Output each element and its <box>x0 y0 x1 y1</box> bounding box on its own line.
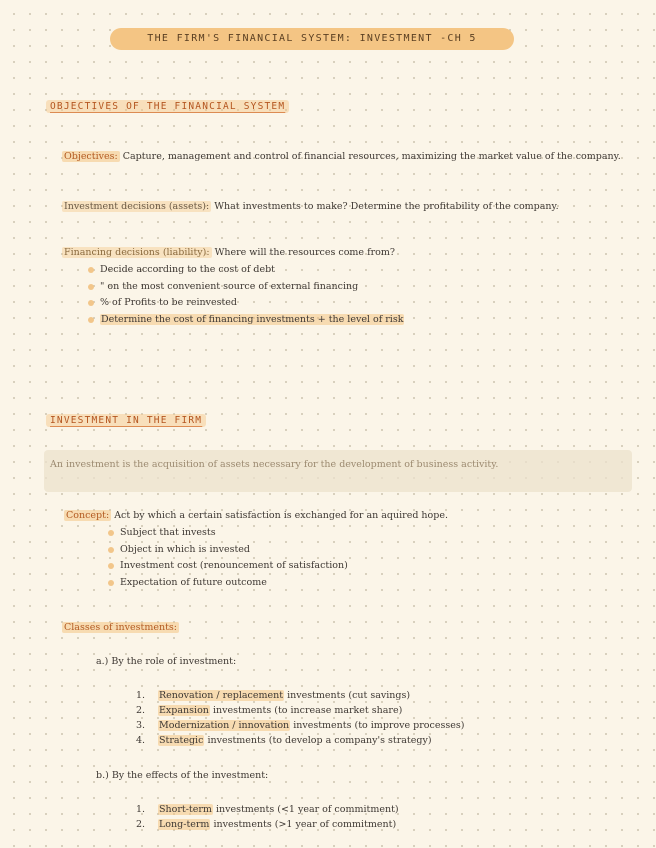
concept-line <box>64 510 448 521</box>
investment-decisions-paragraph <box>48 198 638 215</box>
list-item: Object in which is invested <box>106 542 348 559</box>
objectives-paragraph <box>48 148 638 165</box>
section-heading-objectives: OBJECTIVES OF THE FINANCIAL SYSTEM <box>46 100 289 113</box>
section-heading-investment: INVESTMENT IN THE FIRM <box>46 414 206 427</box>
bullet-dot-icon <box>88 300 94 306</box>
effects-numbered-list <box>136 802 399 832</box>
effects-heading: b.) By the effects of the investment: <box>96 770 269 781</box>
financing-bullet-list <box>86 262 404 328</box>
concept-bullet-list <box>106 525 348 591</box>
bullet-dot-icon <box>108 547 114 553</box>
definition-callout-text: An investment is the acquisition of assets necessary for the development of business activity. <box>50 459 499 470</box>
list-item: Subject that invests <box>106 525 348 542</box>
list-item: 2. Expansion investments (to increase market share) <box>136 705 403 716</box>
objectives-text: Capture, management and control of financial resources, maximizing the market value of the company. <box>122 151 621 162</box>
page-title: THE FIRM'S FINANCIAL SYSTEM: INVESTMENT -CH 5 <box>110 28 514 50</box>
bullet-dot-icon <box>108 563 114 569</box>
role-numbered-list <box>136 688 464 748</box>
list-item: % of Profits to be reinvested <box>86 295 404 312</box>
bullet-dot-icon <box>88 267 94 273</box>
financing-decisions-label: Financing decisions (liability): <box>64 247 210 258</box>
list-item: 2. Long-term investments (>1 year of commitment) <box>136 819 397 830</box>
investment-decisions-label: Investment decisions (assets): <box>64 201 210 212</box>
bullet-dot-icon <box>88 317 94 323</box>
role-heading: a.) By the role of investment: <box>96 656 237 667</box>
list-item: 3. Modernization / innovation investments (to improve processes) <box>136 720 465 731</box>
list-item: Investment cost (renouncement of satisfaction) <box>106 558 348 575</box>
objectives-label: Objectives: <box>64 151 118 162</box>
concept-text: Act by which a certain satisfaction is exchanged for an aquired hope. <box>114 510 448 521</box>
financing-decisions-text: Where will the resources come from? <box>214 247 395 258</box>
list-item: Expectation of future outcome <box>106 575 348 592</box>
list-item: Determine the cost of financing investments + the level of risk <box>86 312 404 329</box>
list-item: " on the most convenient source of external financing <box>86 279 404 296</box>
list-item: Decide according to the cost of debt <box>86 262 404 279</box>
bullet-dot-icon <box>108 580 114 586</box>
financing-decisions-line <box>62 247 395 258</box>
bullet-dot-icon <box>108 530 114 536</box>
list-item: 4. Strategic investments (to develop a company's strategy) <box>136 735 432 746</box>
investment-decisions-text: What investments to make? Determine the profitability of the company. <box>214 201 559 212</box>
bullet-dot-icon <box>88 284 94 290</box>
list-item: 1. Renovation / replacement investments (cut savings) <box>136 690 411 701</box>
concept-label: Concept: <box>66 510 110 521</box>
list-item: 1. Short-term investments (<1 year of commitment) <box>136 804 399 815</box>
classes-heading: Classes of investments: <box>64 622 177 633</box>
